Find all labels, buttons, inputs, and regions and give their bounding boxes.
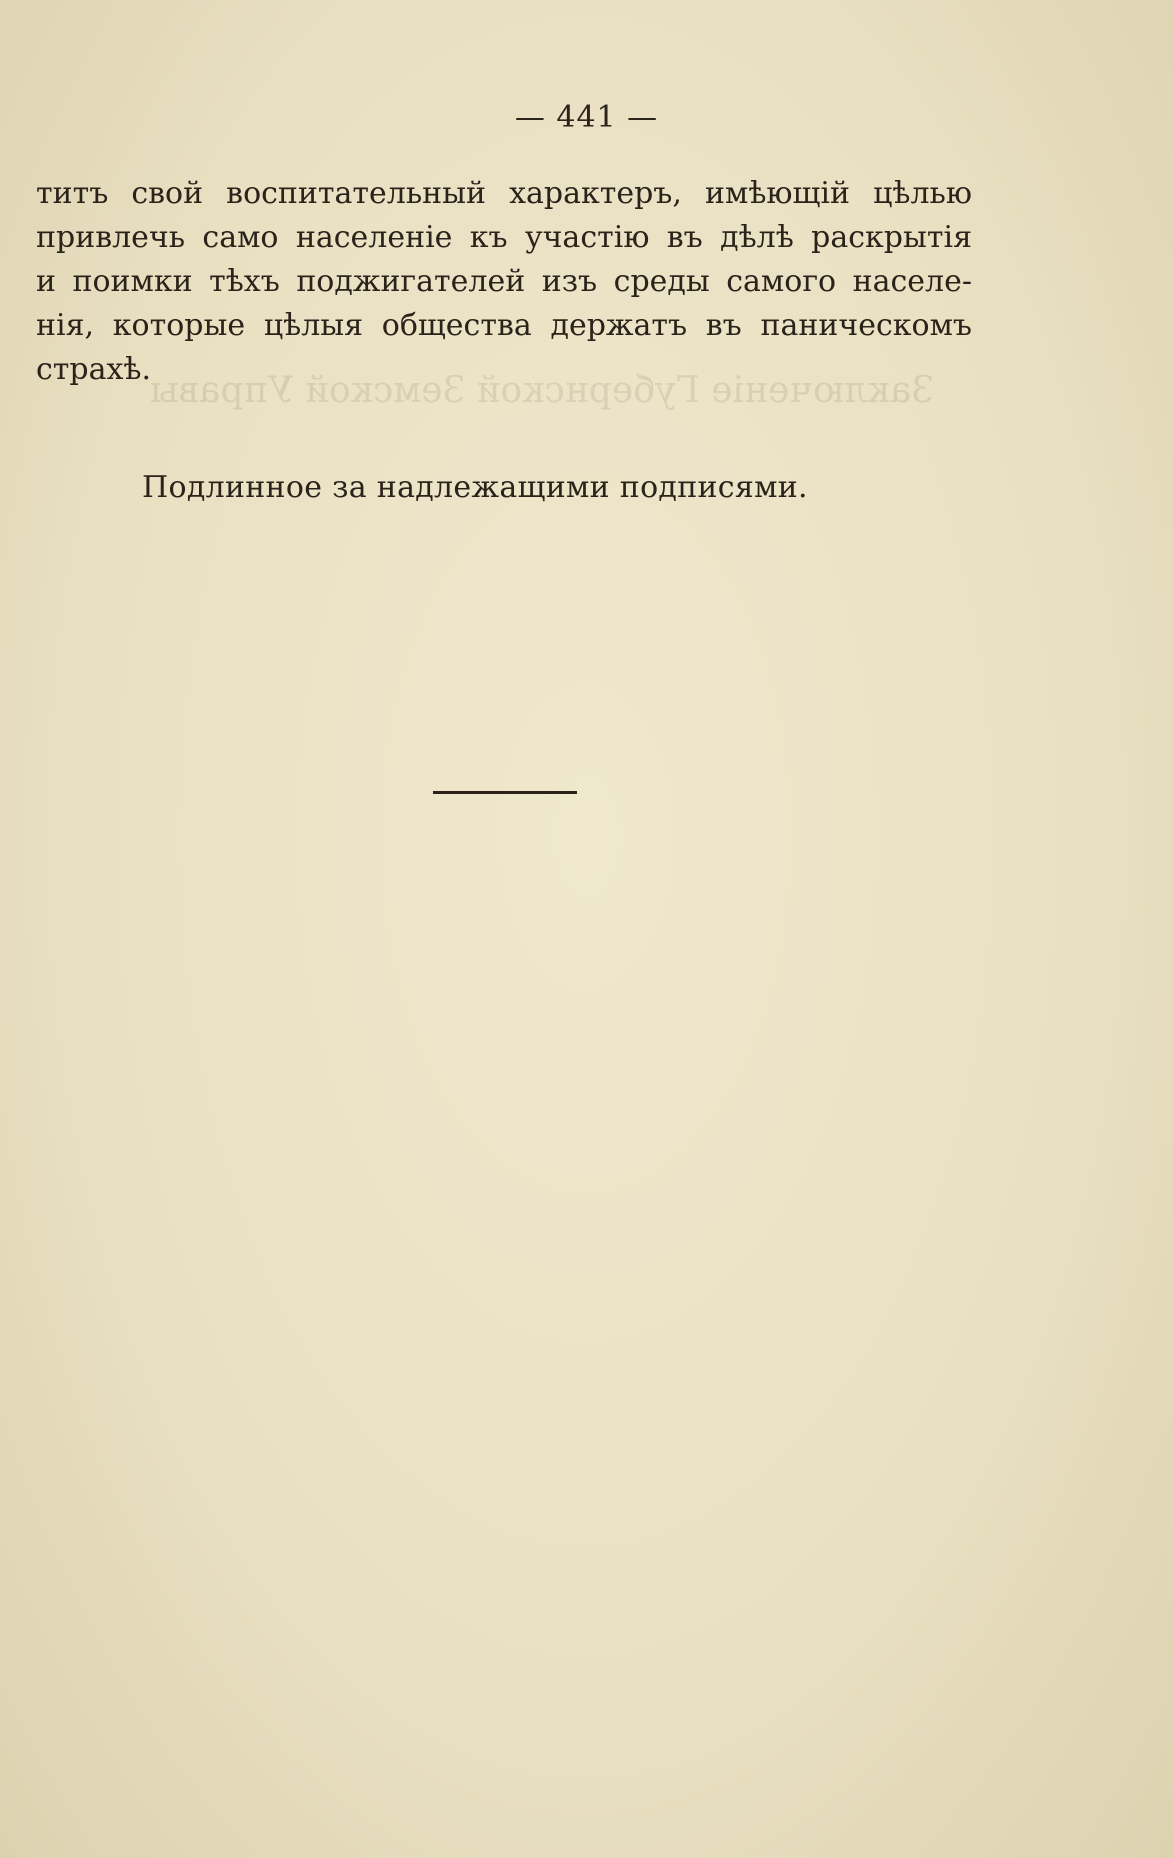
page-number: — 441 — [514,100,659,135]
body-line: привлечь само населеніе къ участію въ дѣлѣ раскрытія [36,220,972,255]
bleed-through-heading: Заключеніе Губернской Земской Управы [150,370,934,411]
section-divider [433,791,577,794]
body-line: нія, которые цѣлыя общества держатъ въ паническомъ [36,308,972,343]
body-line: титъ свой воспитательный характеръ, имѣющій цѣлью [36,176,972,211]
body-line: страхѣ. [36,352,152,387]
body-line: и поимки тѣхъ поджигателей изъ среды самого населе- [36,264,972,299]
body-paragraph [36,172,972,392]
signature-note: Подлинное за надлежащими подписями. [142,470,808,505]
